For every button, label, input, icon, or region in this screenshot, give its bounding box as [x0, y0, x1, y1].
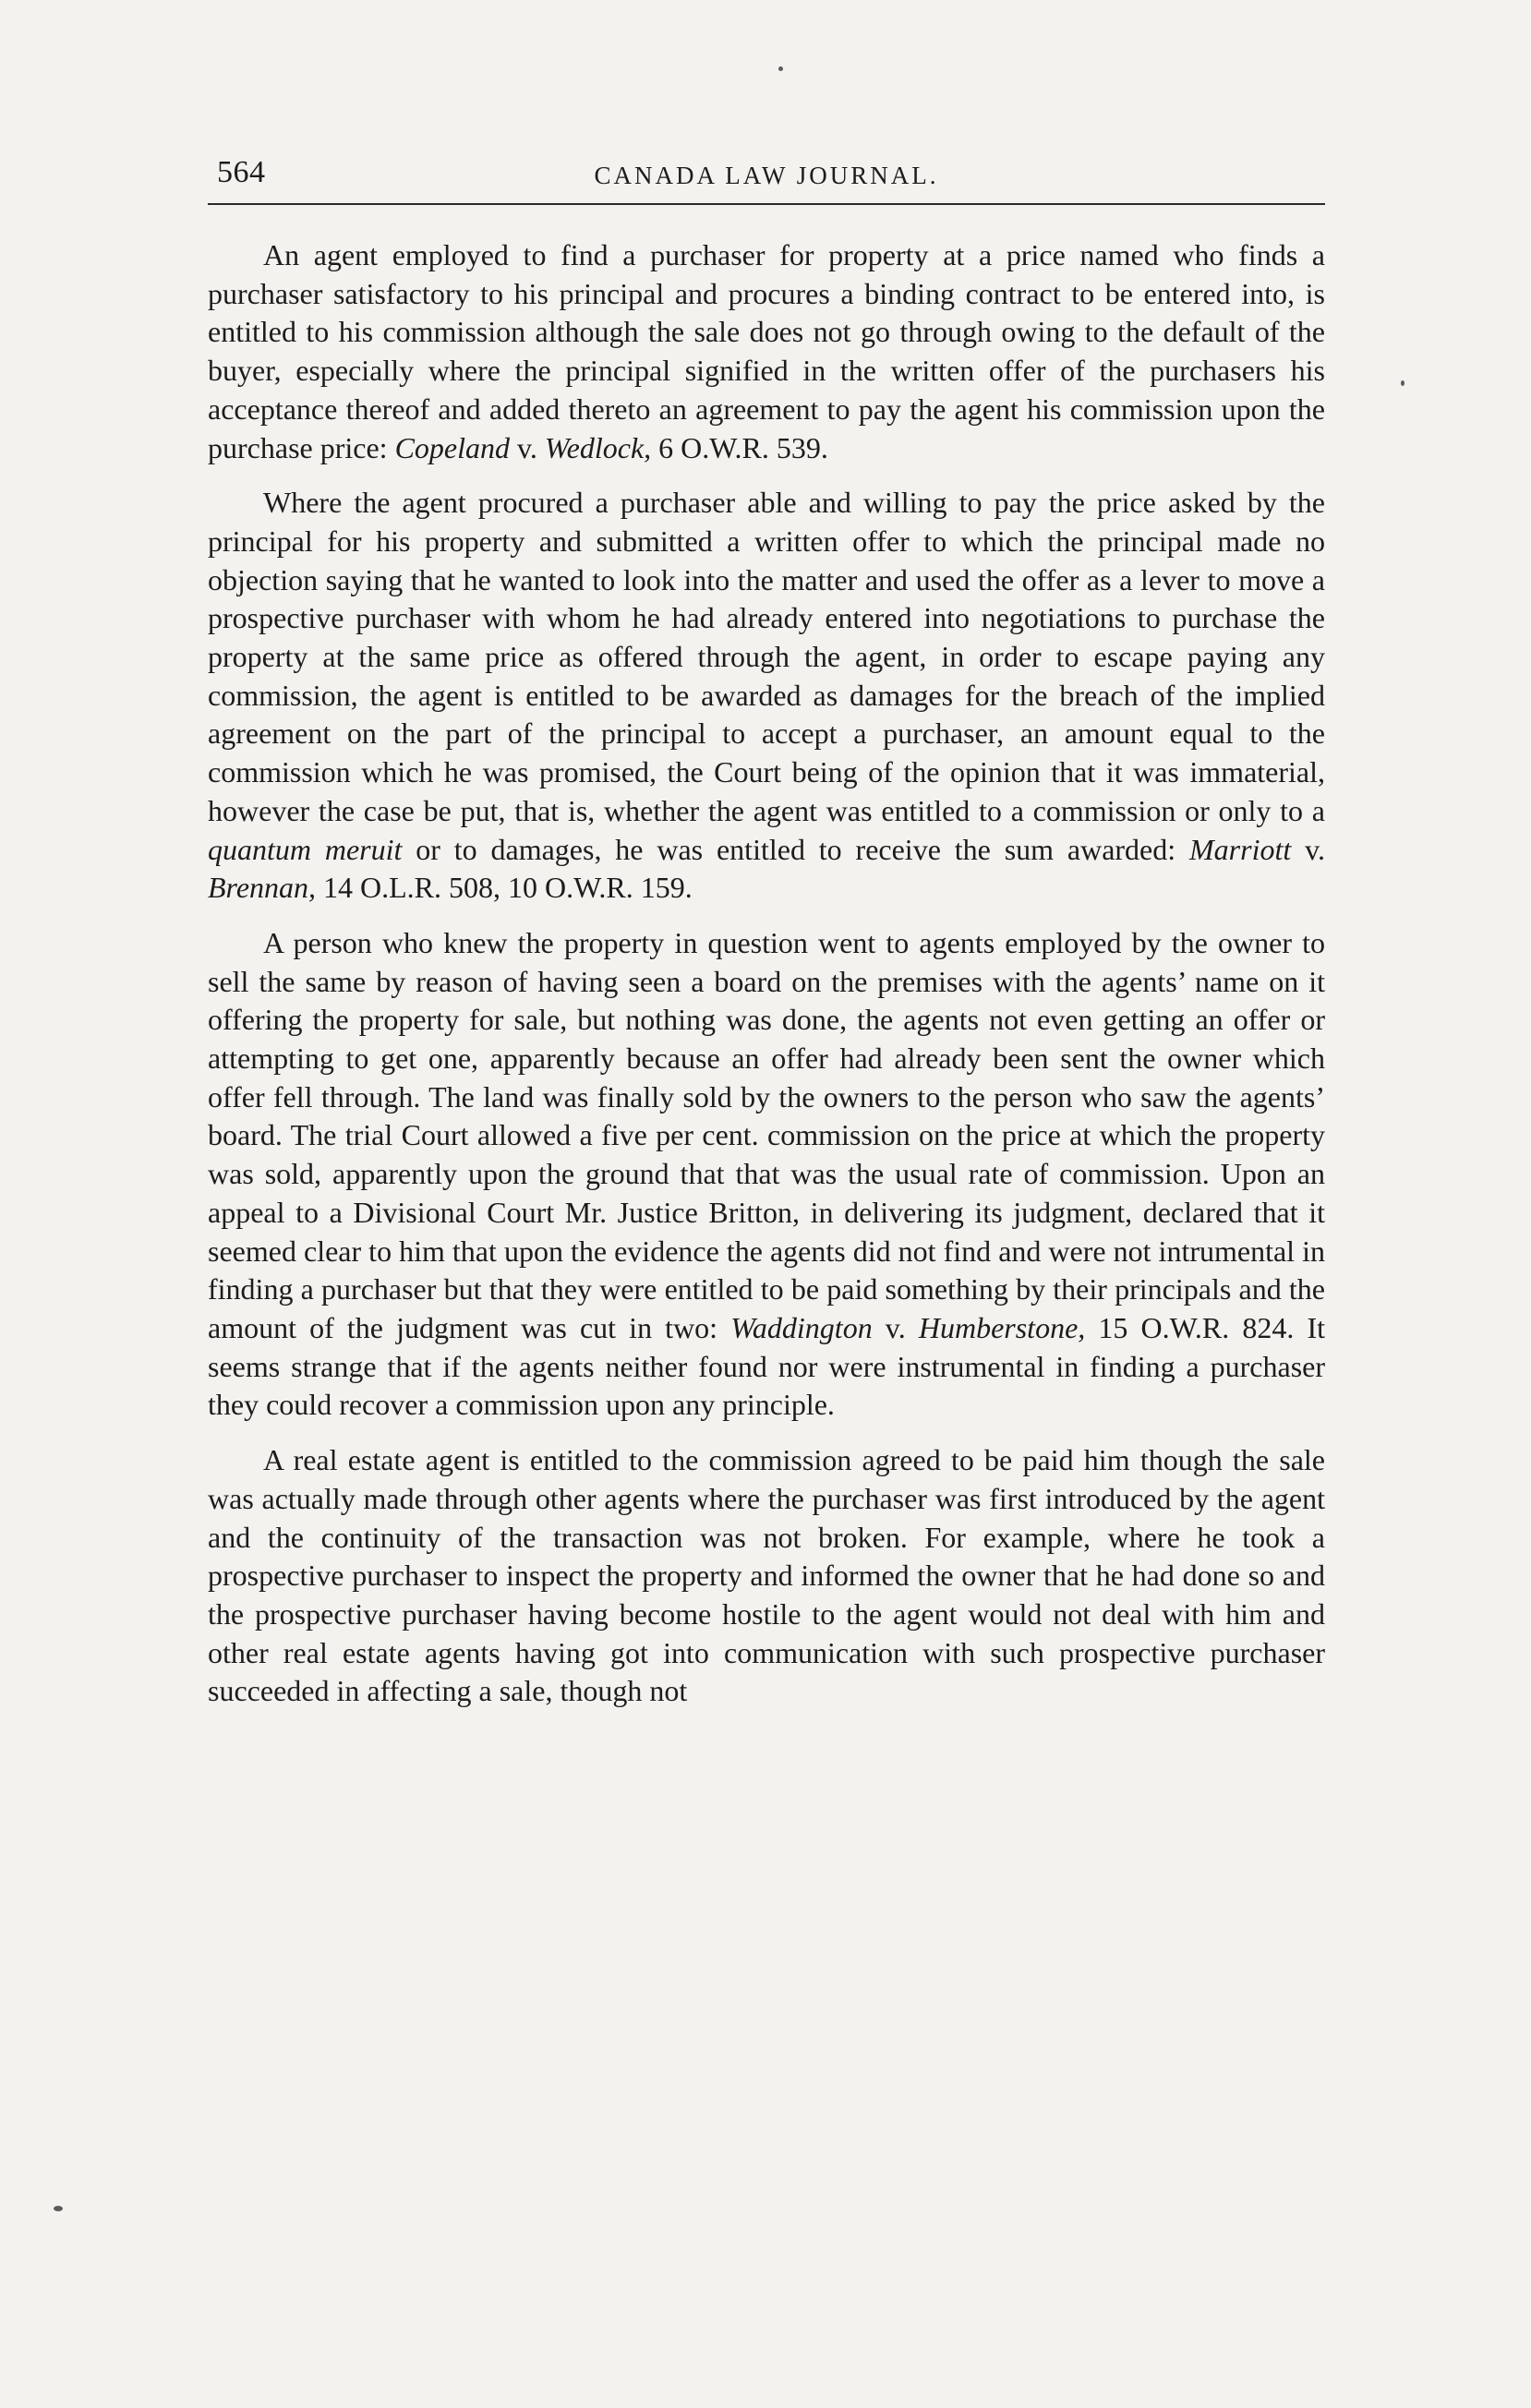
paragraph: [208, 1441, 1325, 1711]
case-name: Wedlock,: [544, 430, 652, 464]
running-head: [208, 138, 1325, 205]
text-segment: A person who knew the property in question went to agents employed by the owner to sell the same by reason of having seen a board on the premises with the agents’ name on it offering the property for sale, but nothing was done, the agents not even getting an offer or attempting to get one, apparently because an offer had already been sent the owner which offer fell through. The land was finally sold by the owners to the person who saw the agents’ board. The trial Court allowed a five per cent. commission on the price at which the property was sold, apparently upon the ground that that was the usual rate of commission. Upon an appeal to a Divisional Court Mr. Justice Britton, in delivering its judgment, declared that it seemed clear to him that upon the evidence the agents did not find and were not intrumental in finding a purchaser but that they were entitled to be paid something by their principals and the amount of the judgment was cut in two:: [208, 925, 1325, 1344]
journal-title: CANADA LAW JOURNAL.: [594, 162, 939, 189]
case-name: Copeland: [394, 430, 510, 464]
case-name: Marriott: [1189, 832, 1292, 866]
paragraph: [208, 924, 1325, 1425]
scan-speck: [778, 66, 783, 71]
case-name: Brennan,: [208, 871, 317, 905]
citation: 15 O.W.R. 824. It seems strange that if the agents neither found nor were instrumental in finding a purchaser they could recover a commission upon any principle.: [208, 1310, 1325, 1422]
paragraph: [208, 236, 1325, 467]
text-segment: or to damages, he was entitled to receive the sum awarded:: [402, 832, 1190, 866]
case-name: Humberstone,: [918, 1310, 1086, 1344]
scan-speck: [1401, 380, 1404, 386]
paragraph: [208, 484, 1325, 908]
page-number: 564: [217, 155, 266, 189]
text-segment: A real estate agent is entitled to the commission agreed to be paid him though the sale was actually made through other agents where the purchaser was first introduced by the agent and the continuity of the transaction was not broken. For example, where he took a prospective purchaser to inspect the property and informed the owner that he had done so and the prospective purchaser having become hostile to the agent would not deal with him and other real estate agents having got into communication with such prospective purchaser succeeded in affecting a sale, though not: [208, 1443, 1325, 1708]
scan-speck: [54, 2206, 63, 2211]
citation: 14 O.L.R. 508, 10 O.W.R. 159.: [316, 871, 693, 905]
document-page: [208, 138, 1325, 2262]
text-segment: v.: [872, 1310, 919, 1344]
text-segment: v.: [510, 430, 545, 464]
text-segment: An agent employed to find a purchaser for property at a price named who finds a purchaser satisfactory to his principal and procures a binding contract to be entered into, is entitled to his commission although the sale does not go through owing to the default of the buyer, especially where the principal signified in the written offer of the purchasers his acceptance thereof and added thereto an agreement to pay the agent his commission upon the purchase price:: [208, 238, 1325, 464]
article-body: [208, 236, 1325, 1711]
text-segment: Where the agent procured a purchaser able and willing to pay the price asked by the principal for his property and submitted a written offer to which the principal made no objection saying that he wanted to look into the matter and used the offer as a lever to move a prospective purchaser with whom he had already entered into negotiations to purchase the property at the same price as offered through the agent, in order to escape paying any commission, the agent is entitled to be awarded as damages for the breach of the implied agreement on the part of the principal to accept a purchaser, an amount equal to the commission which he was promised, the Court being of the opinion that it was immaterial, however the case be put, that is, whether the agent was entitled to a commission or only to a: [208, 486, 1325, 827]
latin-term: quantum meruit: [208, 832, 403, 866]
citation: 6 O.W.R. 539.: [651, 430, 828, 464]
text-segment: v.: [1291, 832, 1326, 866]
case-name: Waddington: [730, 1310, 873, 1344]
